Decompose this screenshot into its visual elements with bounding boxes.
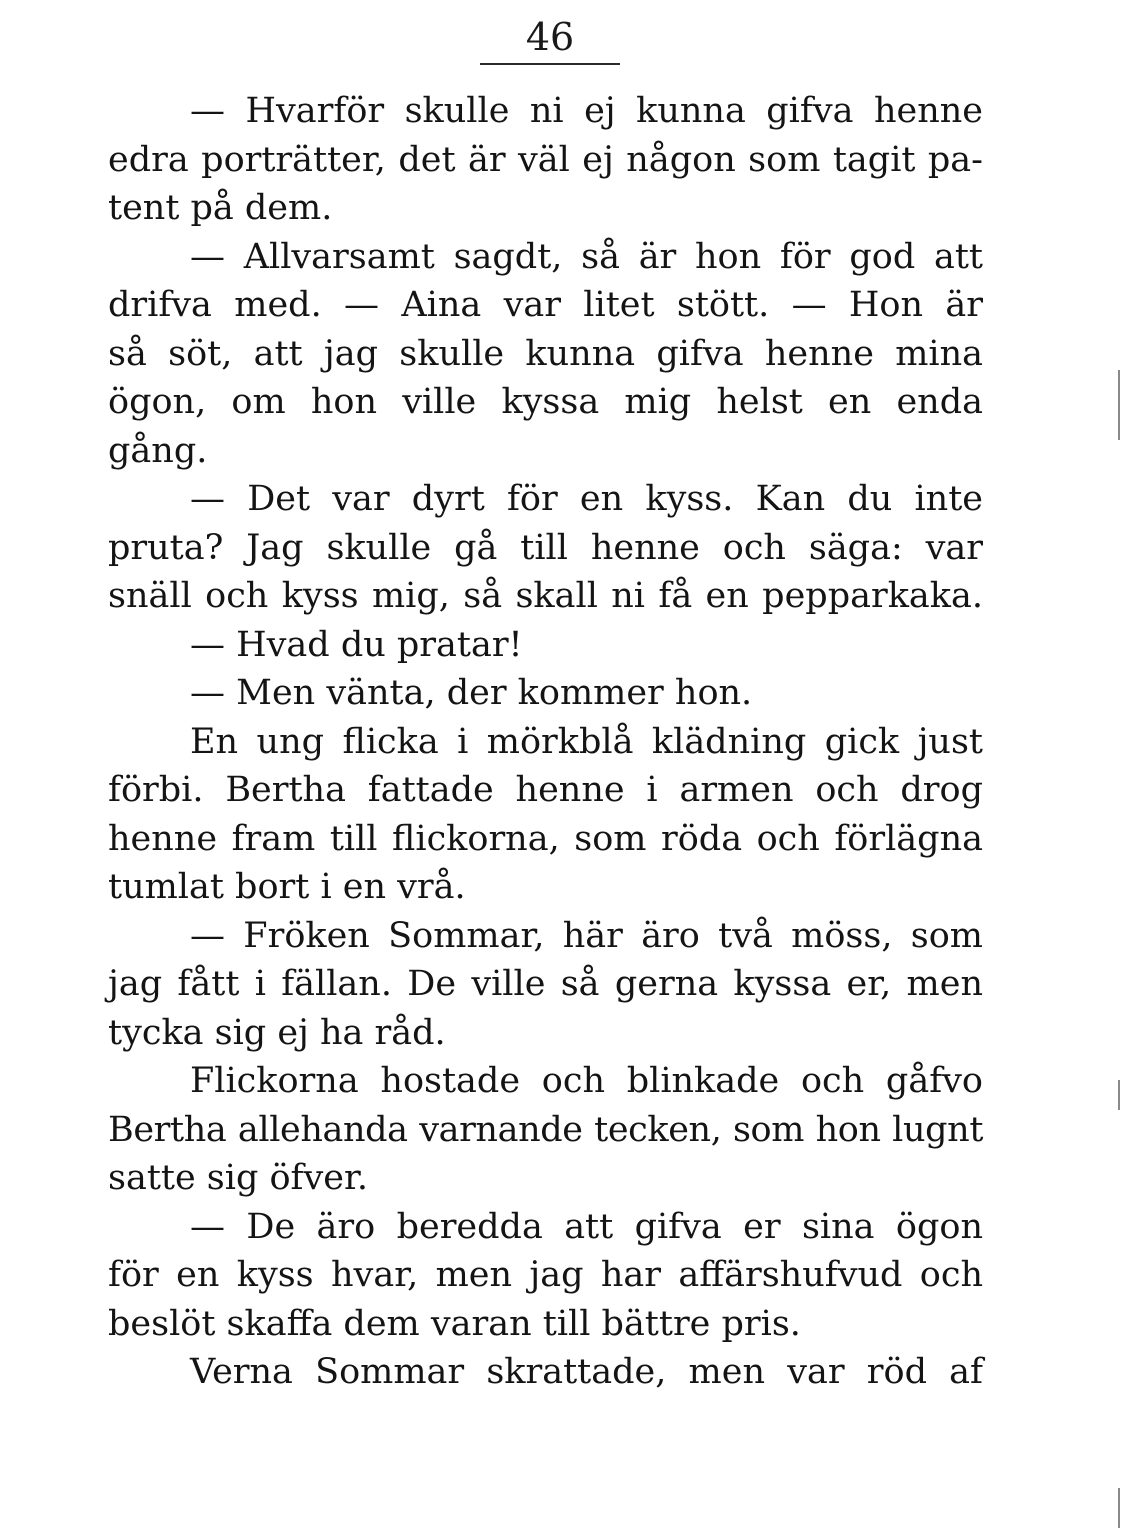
text-line: satte sig öfver.	[108, 1158, 369, 1198]
page-body-text	[108, 87, 983, 1397]
text-line: förbi. Bertha fattade henne i armen och drog	[108, 770, 983, 810]
text-line: En ung flicka i mörkblå klädning gick just	[190, 721, 983, 762]
text-line: edra porträtter, det är väl ej någon som tagit pa-	[108, 139, 983, 180]
text-line: Bertha allehanda varnande tecken, som hon lugnt	[108, 1109, 983, 1150]
text-line: drifva med. — Aina var litet stött. — Hon är	[108, 285, 983, 325]
text-line: Verna Sommar skrattade, men var röd af	[190, 1352, 983, 1392]
text-line: — Hvarför skulle ni ej kunna gifva henne	[190, 91, 983, 131]
text-line: jag fått i fällan. De ville så gerna kyssa er, men	[108, 964, 983, 1004]
text-line: — Det var dyrt för en kyss. Kan du inte	[190, 479, 983, 519]
text-line: Flickorna hostade och blinkade och gåfvo	[190, 1061, 983, 1101]
text-line: beslöt skaffa dem varan till bättre pris.	[108, 1303, 801, 1344]
text-line: — Fröken Sommar, här äro två möss, som	[190, 915, 983, 956]
text-line: — Allvarsamt sagdt, så är hon för god att	[190, 236, 983, 277]
text-line: — Men vänta, der kommer hon.	[190, 673, 753, 713]
text-line: för en kyss hvar, men jag har affärshufvud och	[108, 1255, 983, 1295]
text-line: tent på dem.	[108, 188, 333, 228]
text-line: tumlat bort i en vrå.	[108, 867, 466, 907]
text-line: snäll och kyss mig, så skall ni få en pepparkaka.	[108, 576, 983, 616]
page-number-rule	[480, 63, 620, 65]
text-line: gång.	[108, 430, 208, 471]
scan-edge-mark	[1118, 1488, 1120, 1528]
text-line: tycka sig ej ha råd.	[108, 1012, 446, 1053]
text-line: — Hvad du pratar!	[190, 624, 523, 665]
text-line: — De äro beredda att gifva er sina ögon	[190, 1206, 983, 1247]
text-line: pruta? Jag skulle gå till henne och säga: var	[108, 527, 983, 568]
scan-edge-mark	[1118, 1080, 1120, 1110]
text-line: ögon, om hon ville kyssa mig helst en enda	[108, 382, 983, 422]
text-line: så söt, att jag skulle kunna gifva henne mina	[108, 333, 983, 374]
page-number: 46	[525, 15, 575, 59]
scan-edge-mark	[1118, 370, 1120, 440]
text-line: henne fram till flickorna, som röda och förlägna	[108, 818, 983, 859]
